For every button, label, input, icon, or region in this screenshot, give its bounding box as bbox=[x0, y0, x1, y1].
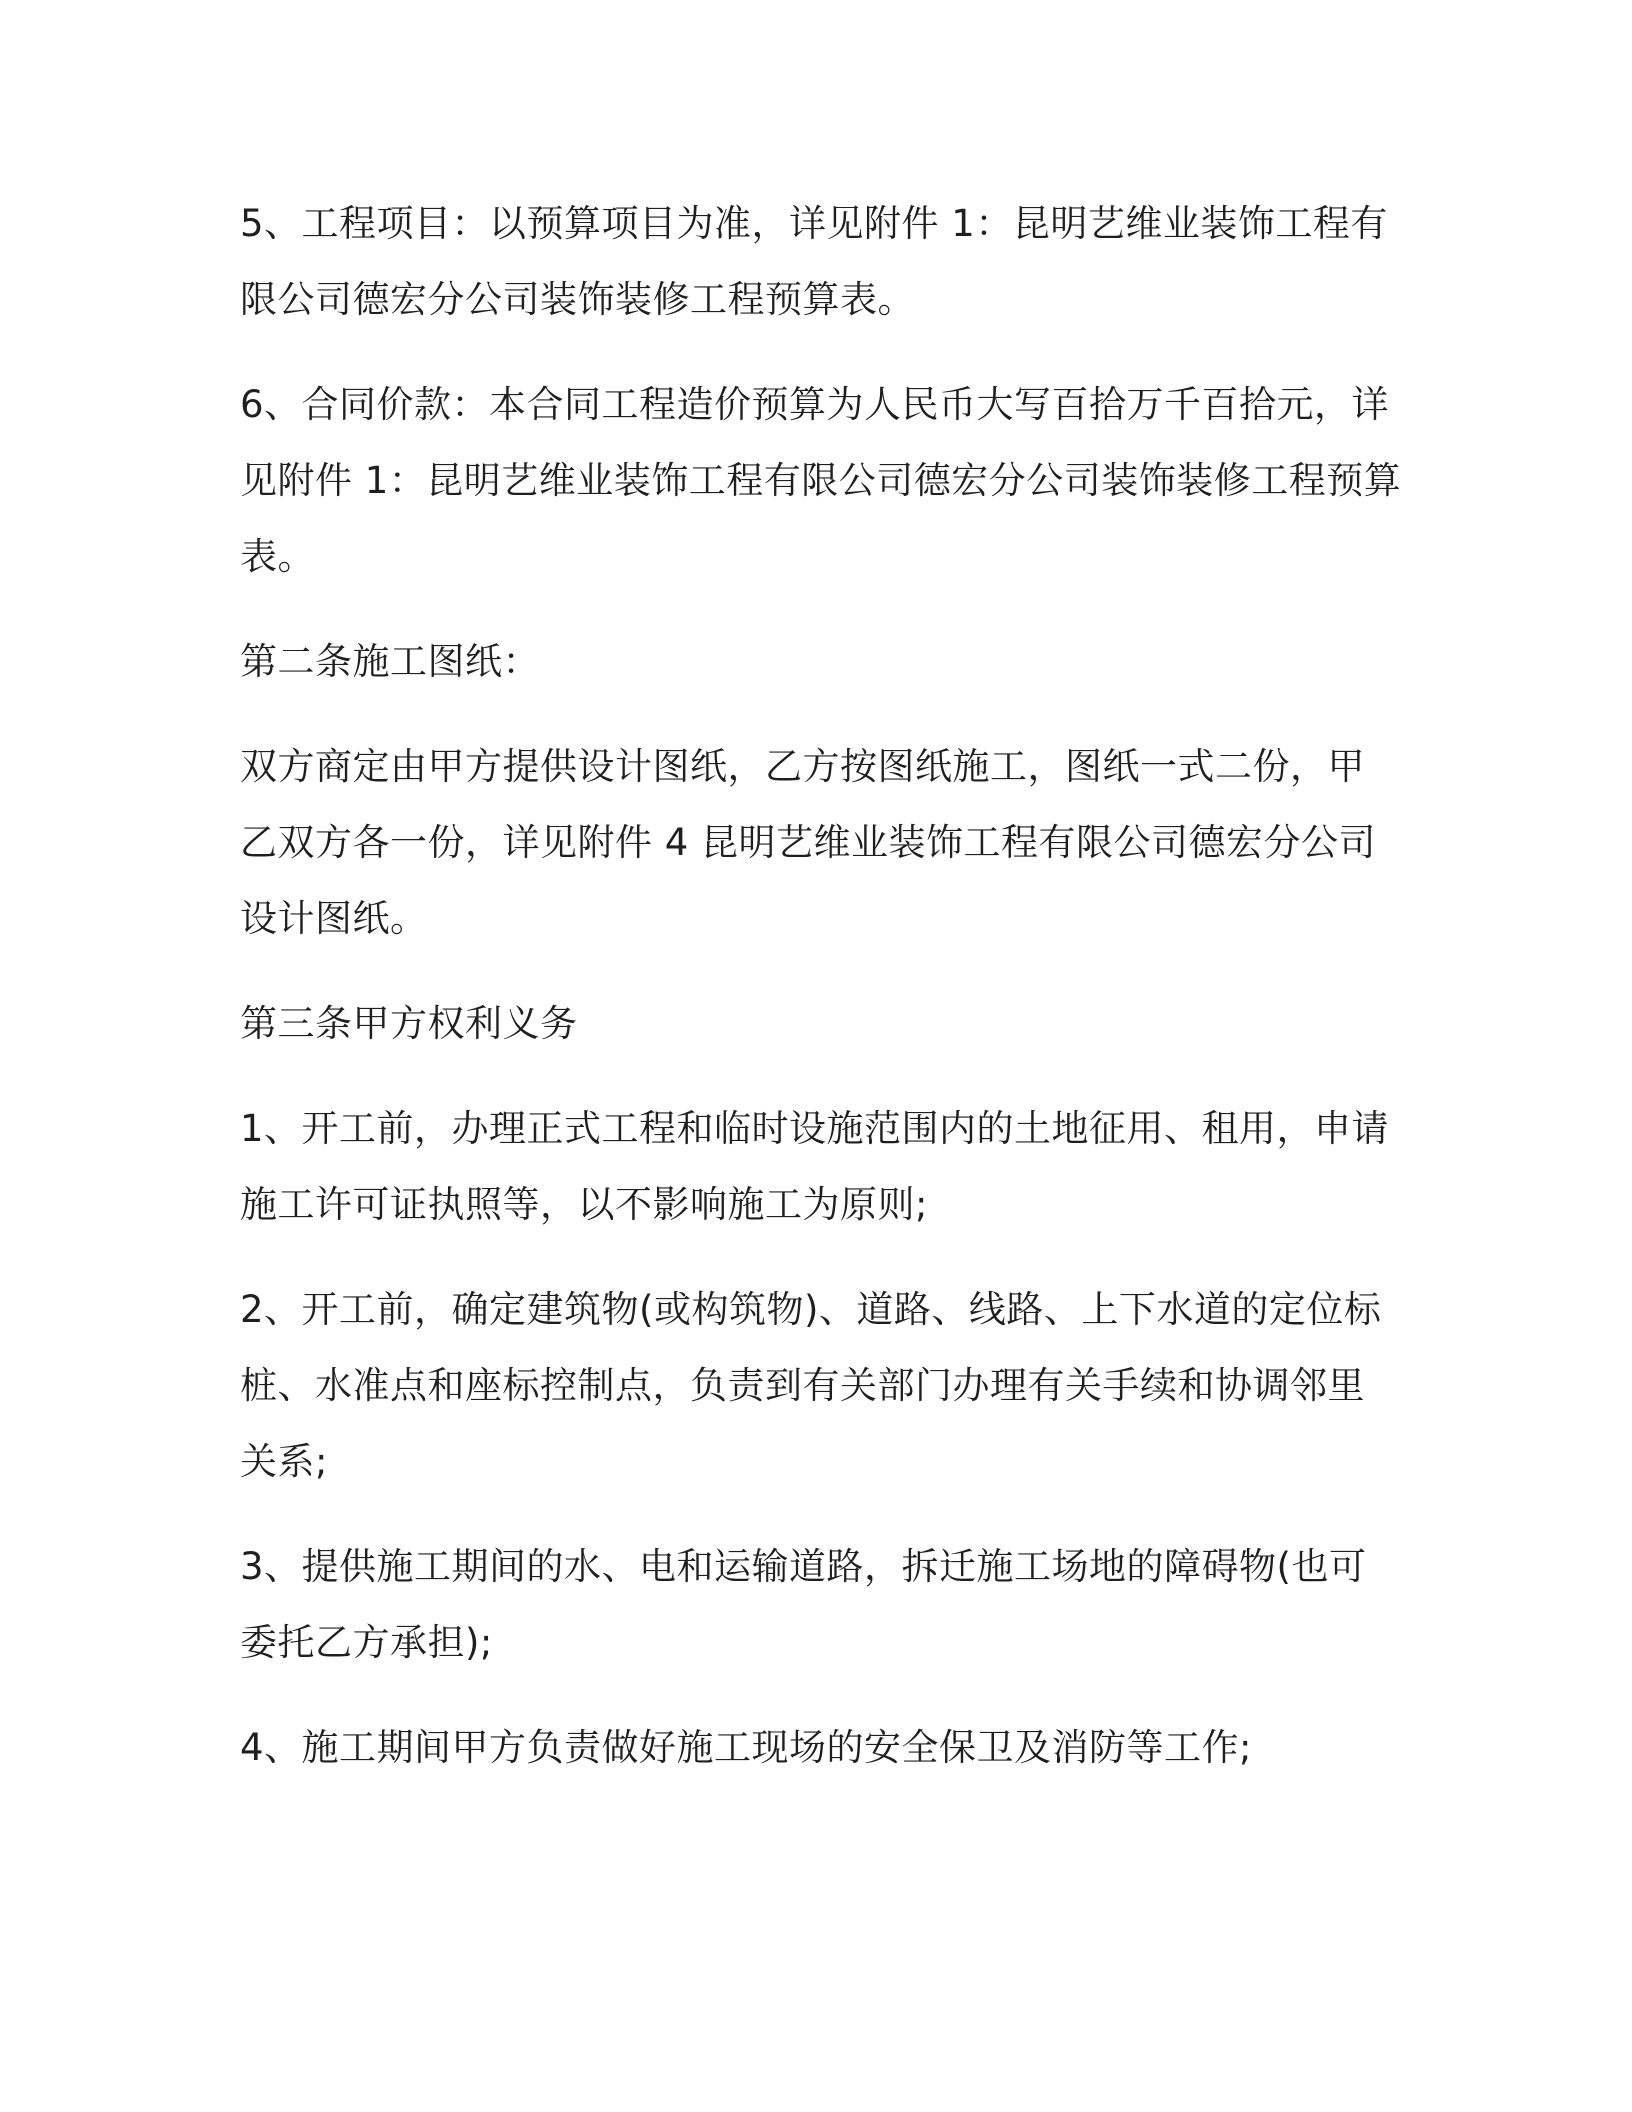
text-line: 关系; bbox=[240, 1440, 328, 1483]
text-line: 桩、水准点和座标控制点，负责到有关部门办理有关手续和协调邻里 bbox=[240, 1364, 1365, 1407]
text-line: 设计图纸。 bbox=[240, 897, 428, 940]
section-heading: 第三条甲方权利义务 bbox=[240, 1002, 578, 1045]
paragraph-duty-3 bbox=[240, 1529, 1410, 1681]
paragraph-article-2-body bbox=[240, 729, 1410, 957]
text-line: 施工许可证执照等，以不影响施工为原则; bbox=[240, 1183, 928, 1226]
text-line: 6、合同价款：本合同工程造价预算为人民币大写百拾万千百拾元，详 bbox=[240, 383, 1390, 426]
text-line: 5、工程项目：以预算项目为准，详见附件 1：昆明艺维业装饰工程有 bbox=[240, 202, 1388, 245]
text-line: 乙双方各一份，详见附件 4 昆明艺维业装饰工程有限公司德宏分公司 bbox=[240, 821, 1377, 864]
paragraph-duty-2 bbox=[240, 1272, 1410, 1500]
text-line: 表。 bbox=[240, 535, 315, 578]
text-line: 2、开工前，确定建筑物(或构筑物)、道路、线路、上下水道的定位标 bbox=[240, 1288, 1382, 1331]
heading-article-3 bbox=[240, 986, 1410, 1062]
paragraph-duty-1 bbox=[240, 1091, 1410, 1243]
text-line: 1、开工前，办理正式工程和临时设施范围内的土地征用、租用，申请 bbox=[240, 1107, 1390, 1150]
section-heading: 第二条施工图纸： bbox=[240, 640, 540, 683]
text-line: 见附件 1：昆明艺维业装饰工程有限公司德宏分公司装饰装修工程预算 bbox=[240, 459, 1402, 502]
text-line: 限公司德宏分公司装饰装修工程预算表。 bbox=[240, 278, 915, 321]
heading-article-2 bbox=[240, 624, 1410, 700]
document-body bbox=[240, 186, 1410, 1815]
text-line: 委托乙方承担); bbox=[240, 1621, 493, 1664]
paragraph-duty-4 bbox=[240, 1710, 1410, 1786]
paragraph-item-5 bbox=[240, 186, 1410, 338]
text-line: 双方商定由甲方提供设计图纸，乙方按图纸施工，图纸一式二份，甲 bbox=[240, 745, 1365, 788]
text-line: 4、施工期间甲方负责做好施工现场的安全保卫及消防等工作; bbox=[240, 1726, 1253, 1769]
paragraph-item-6 bbox=[240, 367, 1410, 595]
text-line: 3、提供施工期间的水、电和运输道路，拆迁施工场地的障碍物(也可 bbox=[240, 1545, 1367, 1588]
